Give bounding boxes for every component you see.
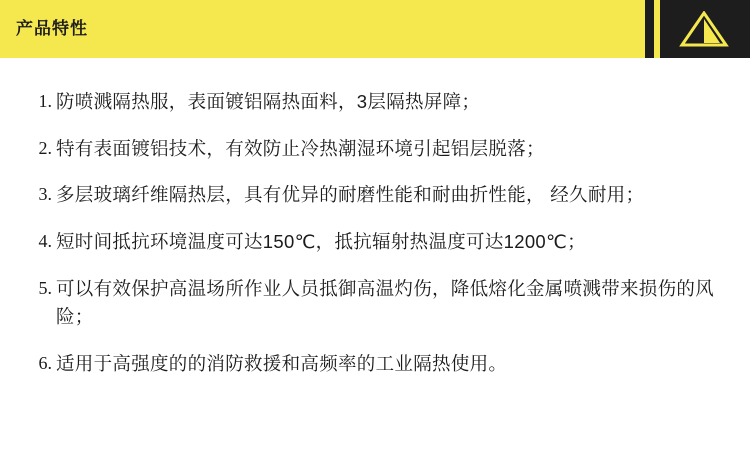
- list-item-number: 3.: [38, 184, 52, 205]
- list-item-number: 2.: [38, 137, 52, 158]
- list-item-text: 短时间抵抗环境温度可达150℃，抵抗辐射热温度可达1200℃；: [56, 231, 586, 253]
- section-header: [0, 0, 750, 58]
- header-separator-bar: [645, 0, 654, 58]
- page-title: 产品特性: [16, 19, 88, 38]
- list-item-text: 防喷溅隔热服，表面镀铝隔热面料，3层隔热屏障；: [56, 91, 481, 112]
- feature-list: [26, 88, 716, 379]
- features-content: [0, 58, 750, 379]
- list-item-number: 4.: [38, 231, 52, 252]
- list-item: [26, 135, 716, 164]
- list-item-text: 多层玻璃纤维隔热层，具有优异的耐磨性能和耐曲折性能， 经久耐用；: [56, 184, 645, 206]
- list-item: [26, 88, 716, 117]
- list-item: [26, 181, 716, 210]
- list-item-number: 1.: [38, 91, 52, 111]
- list-item: [26, 228, 716, 257]
- list-item: [26, 275, 716, 332]
- header-logo-block: [660, 0, 750, 58]
- list-item-text: 特有表面镀铝技术，有效防止冷热潮湿环境引起铝层脱落；: [56, 137, 545, 159]
- list-item-text: 适用于高强度的的消防救援和高频率的工业隔热使用。: [56, 353, 508, 375]
- list-item: [26, 350, 716, 379]
- list-item-number: 5.: [38, 277, 52, 298]
- triangle-logo-icon: [674, 11, 736, 47]
- list-item-text: 可以有效保护高温场所作业人员抵御高温灼伤，降低熔化金属喷溅带来损伤的风险；: [56, 277, 715, 328]
- list-item-number: 6.: [38, 353, 52, 374]
